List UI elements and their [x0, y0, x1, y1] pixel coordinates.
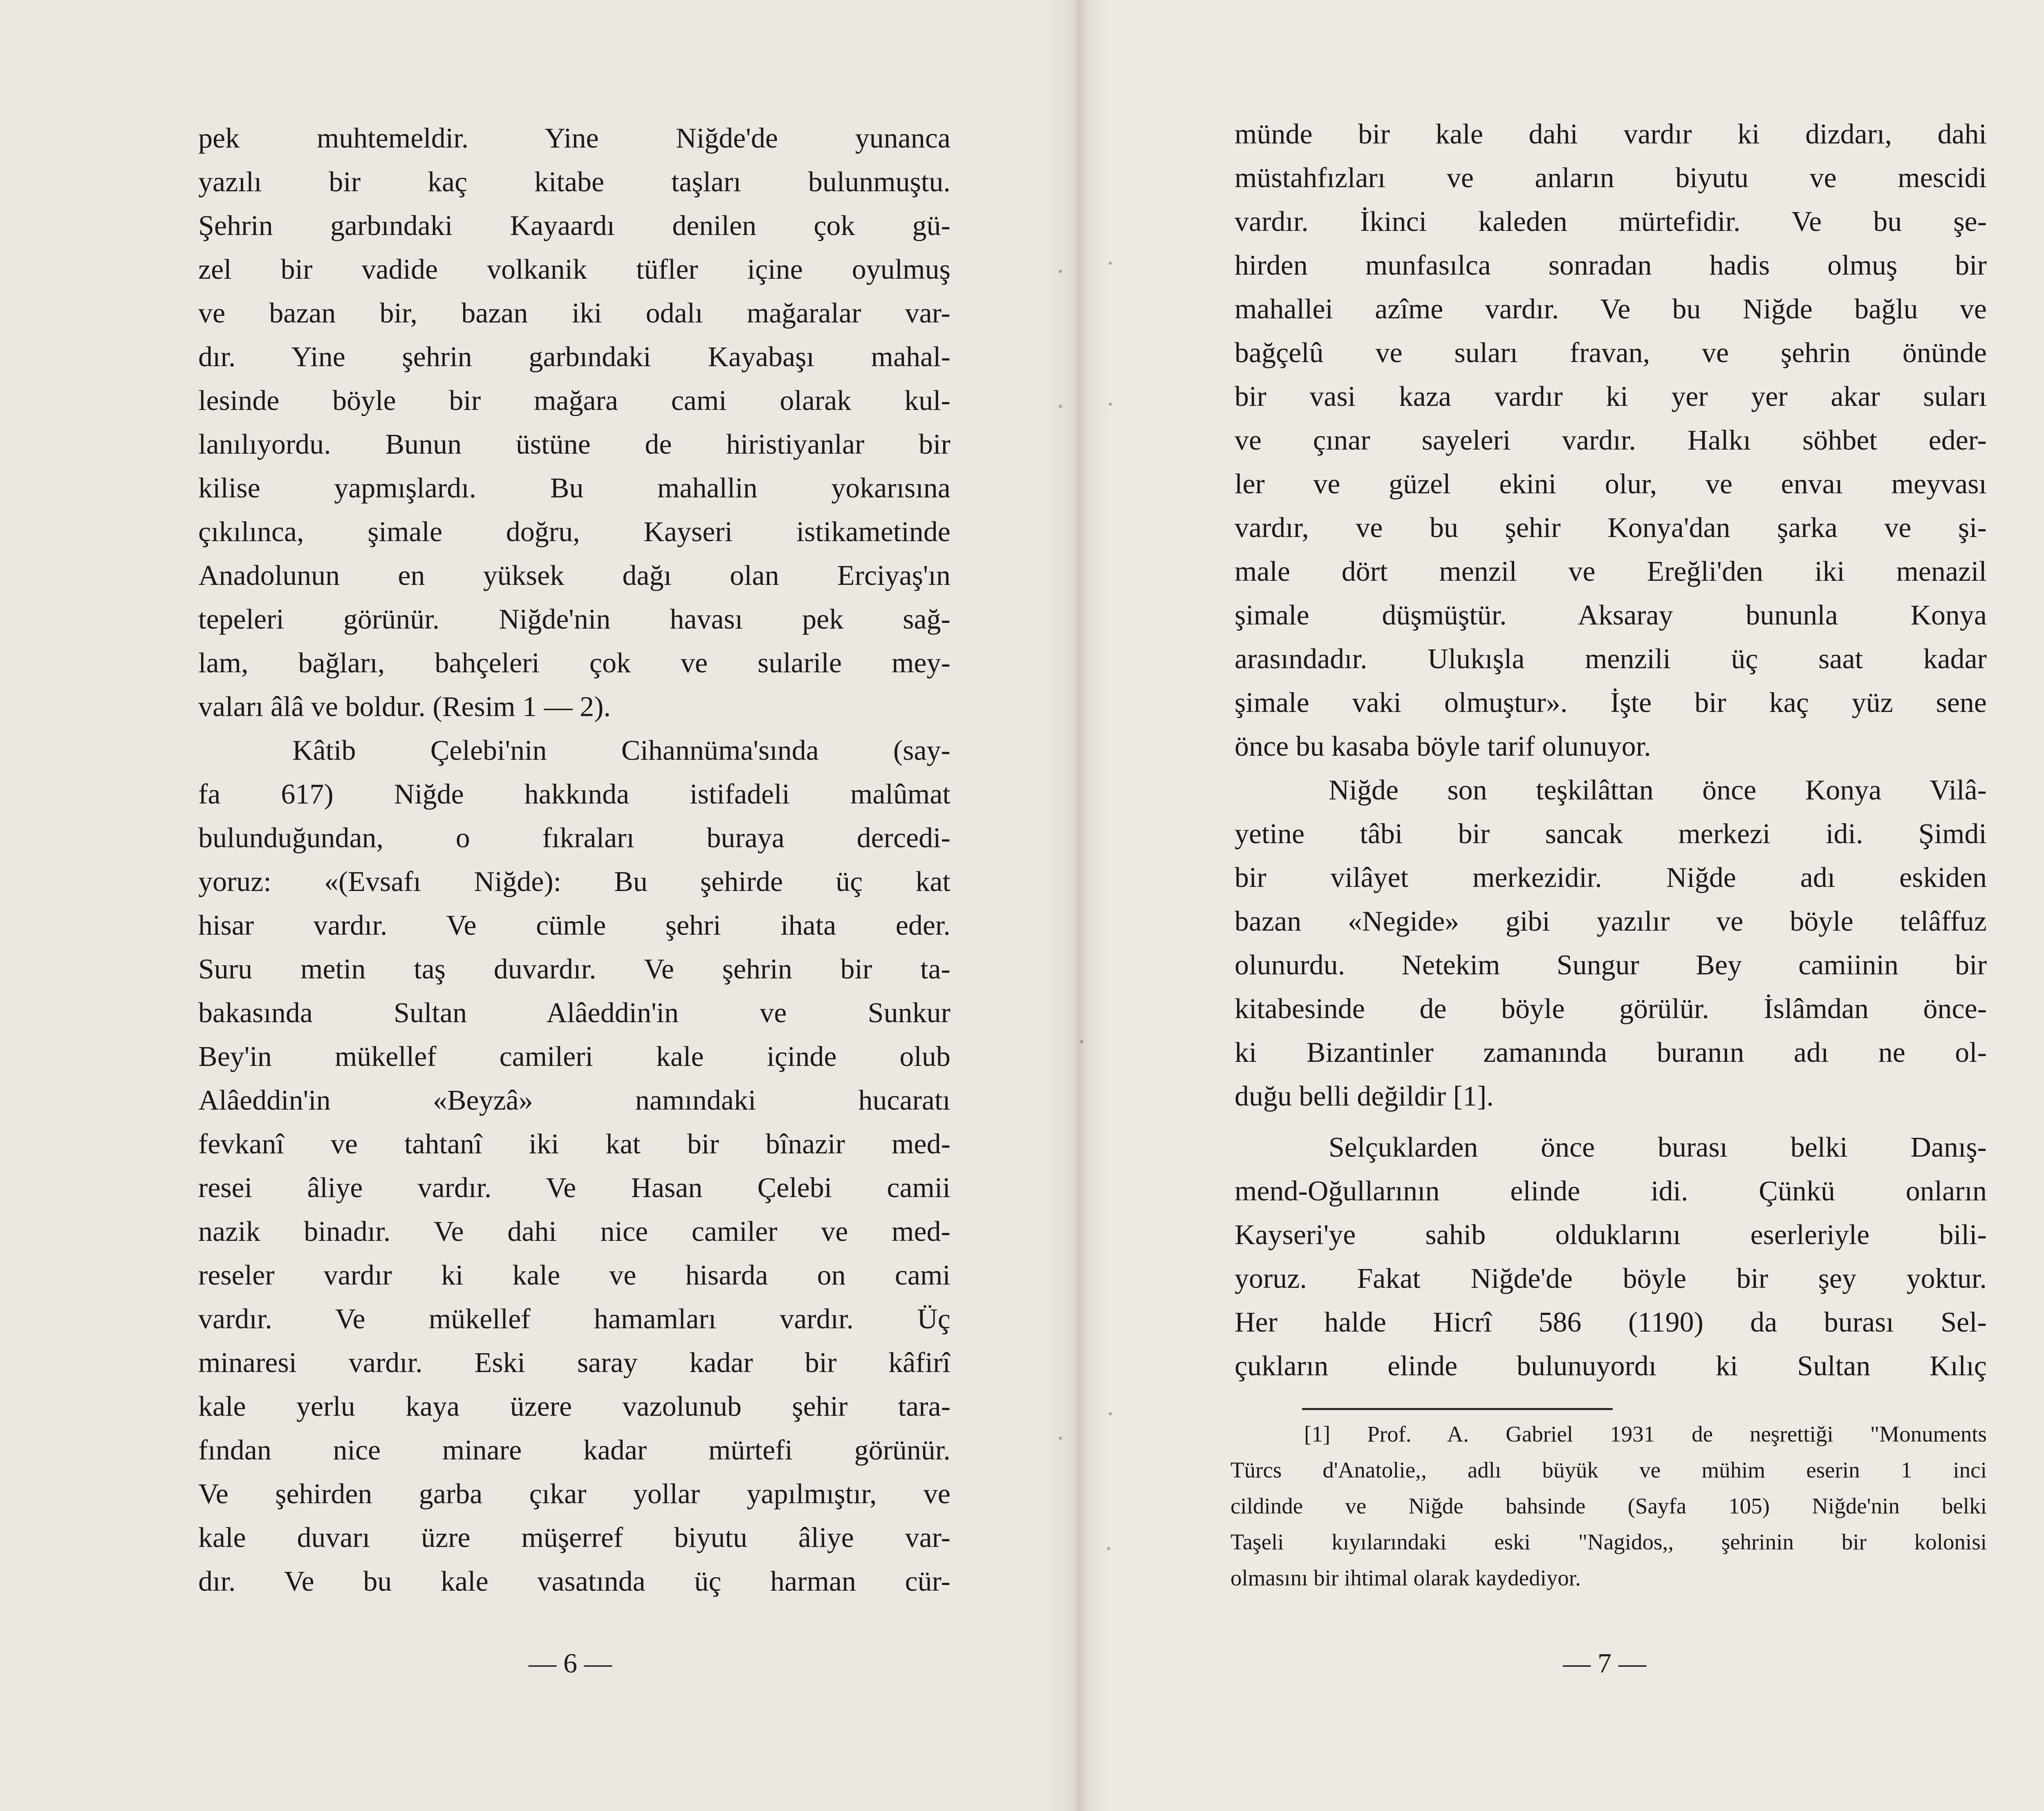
- scan-speck: [1059, 270, 1062, 273]
- text-line: bir vasi kaza vardır ki yer yer akar suları: [1235, 381, 1987, 412]
- text-line: bulunduğundan, o fıkraları buraya dercedi-: [198, 822, 950, 854]
- text-line: kale yerlu kaya üzere vazolunub şehir tara-: [198, 1391, 950, 1422]
- text-line: Kayseri'ye sahib olduklarını eserleriyle bili-: [1235, 1219, 1987, 1251]
- text-line: hisar vardır. Ve cümle şehri ihata eder.: [198, 910, 950, 941]
- footnote-line: olmasını bir ihtimal olarak kaydediyor.: [1230, 1565, 1581, 1590]
- text-line: yazılı bir kaç kitabe taşları bulunmuştu.: [198, 166, 950, 198]
- page-number-right: — 7 —: [1563, 1648, 1646, 1679]
- scan-speck: [1059, 1437, 1062, 1440]
- footnote-line: Taşeli kıyılarındaki eski "Nagidos,, şehrinin bir kolonisi: [1230, 1529, 1987, 1554]
- text-line: çukların elinde bulunuyordı ki Sultan Kılıç: [1235, 1350, 1987, 1382]
- text-line: kale duvarı üzre müşerref biyutu âliye var-: [198, 1522, 950, 1554]
- text-line: çıkılınca, şimale doğru, Kayseri istikametinde: [198, 516, 950, 548]
- text-line: tepeleri görünür. Niğde'nin havası pek sağ-: [198, 604, 950, 635]
- text-line: Suru metin taş duvardır. Ve şehrin bir ta-: [198, 954, 950, 985]
- text-line: lanılıyordu. Bunun üstüne de hiristiyanlar bir: [198, 429, 950, 460]
- text-line: minaresi vardır. Eski saray kadar bir kâfirî: [198, 1347, 950, 1379]
- text-line: male dört menzil ve Ereğli'den iki menazil: [1235, 556, 1987, 587]
- footnote-line: cildinde ve Niğde bahsinde (Sayfa 105) Niğde'nin belki: [1230, 1493, 1987, 1518]
- text-line: duğu belli değildir [1].: [1235, 1081, 1494, 1112]
- text-line: fevkanî ve tahtanî iki kat bir bînazir med-: [198, 1128, 950, 1160]
- text-line: lesinde böyle bir mağara cami olarak kul-: [198, 385, 950, 416]
- text-line: şimale vaki olmuştur». İşte bir kaç yüz sene: [1235, 687, 1987, 719]
- text-line: bağçelû ve suları fravan, ve şehrin önünde: [1235, 337, 1987, 369]
- text-line: vardır, ve bu şehir Konya'dan şarka ve şi-: [1235, 512, 1987, 544]
- text-line: fından nice minare kadar mürtefi görünür.: [198, 1435, 950, 1466]
- text-line: Selçuklarden önce burası belki Danış-: [1329, 1132, 1987, 1163]
- text-line: bazan «Negide» gibi yazılır ve böyle telâffuz: [1235, 906, 1987, 937]
- text-line: fa 617) Niğde hakkında istifadeli malûmat: [198, 779, 950, 810]
- right-page-body: [1235, 112, 1987, 1388]
- text-line: yetine tâbi bir sancak merkezi idi. Şimdi: [1235, 818, 1987, 850]
- text-line: kilise yapmışlardı. Bu mahallin yokarısına: [198, 472, 950, 504]
- text-line: resei âliye vardır. Ve Hasan Çelebi camii: [198, 1172, 950, 1204]
- text-line: reseler vardır ki kale ve hisarda on cami: [198, 1260, 950, 1291]
- footnote: [1230, 1416, 1987, 1596]
- scan-speck: [1107, 1547, 1110, 1550]
- text-line: Alâeddin'in «Beyzâ» namındaki hucaratı: [198, 1085, 950, 1116]
- text-line: Kâtib Çelebi'nin Cihannüma'sında (say-: [292, 735, 950, 766]
- text-line: olunurdu. Netekim Sungur Bey camiinin bir: [1235, 949, 1987, 981]
- text-line: Niğde son teşkilâttan önce Konya Vilâ-: [1329, 775, 1987, 806]
- text-line: lam, bağları, bahçeleri çok ve sularile mey-: [198, 647, 950, 679]
- text-line: ve çınar sayeleri vardır. Halkı söhbet eder-: [1235, 425, 1987, 456]
- text-line: hirden munfasılca sonradan hadis olmuş bir: [1235, 250, 1987, 281]
- text-line: pek muhtemeldir. Yine Niğde'de yunanca: [198, 123, 950, 154]
- footnote-line: Türcs d'Anatolie,, adlı büyük ve mühim eserin 1 inci: [1230, 1457, 1987, 1482]
- scan-speck: [1109, 262, 1112, 265]
- text-line: mahallei azîme vardır. Ve bu Niğde bağlu ve: [1235, 293, 1987, 325]
- text-line: Şehrin garbındaki Kayaardı denilen çok gü-: [198, 210, 950, 242]
- text-line: şimale düşmüştür. Aksaray bununla Konya: [1235, 600, 1987, 631]
- text-line: zel bir vadide volkanik tüfler içine oyulmuş: [198, 254, 950, 285]
- text-line: Bey'in mükellef camileri kale içinde olub: [198, 1041, 950, 1072]
- text-line: Her halde Hicrî 586 (1190) da burası Sel-: [1235, 1307, 1987, 1338]
- scan-speck: [1080, 1040, 1083, 1043]
- text-line: vaları âlâ ve boldur. (Resim 1 — 2).: [198, 691, 611, 723]
- text-line: arasındadır. Ulukışla menzili üç saat kadar: [1235, 643, 1987, 675]
- left-page-body: [198, 116, 950, 1603]
- text-line: yoruz: «(Evsafı Niğde): Bu şehirde üç kat: [198, 866, 950, 898]
- text-line: mend-Oğullarının elinde idi. Çünkü onların: [1235, 1175, 1987, 1207]
- text-line: münde bir kale dahi vardır ki dizdarı, dahi: [1235, 119, 1987, 150]
- text-line: Ve şehirden garba çıkar yollar yapılmıştır, ve: [198, 1478, 950, 1510]
- text-line: vardır. İkinci kaleden mürtefidir. Ve bu şe-: [1235, 206, 1987, 237]
- scan-speck: [1109, 1412, 1112, 1415]
- page-number-left: — 6 —: [529, 1648, 612, 1679]
- footnote-divider: [1302, 1408, 1613, 1410]
- text-line: ler ve güzel ekini olur, ve envaı meyvası: [1235, 468, 1987, 500]
- text-line: yoruz. Fakat Niğde'de böyle bir şey yoktur.: [1235, 1263, 1987, 1294]
- text-line: Anadolunun en yüksek dağı olan Erciyaş'ın: [198, 560, 950, 591]
- footnote-line: [1] Prof. A. Gabriel 1931 de neşrettiği "Monuments: [1304, 1421, 1987, 1446]
- text-line: önce bu kasaba böyle tarif olunuyor.: [1235, 731, 1651, 762]
- text-line: nazik binadır. Ve dahi nice camiler ve med-: [198, 1216, 950, 1247]
- text-line: vardır. Ve mükellef hamamları vardır. Üç: [198, 1303, 950, 1335]
- text-line: ki Bizantinler zamanında buranın adı ne ol-: [1235, 1037, 1987, 1068]
- text-line: müstahfızları ve anların biyutu ve mescidi: [1235, 162, 1987, 194]
- text-line: dır. Ve bu kale vasatında üç harman cür-: [198, 1566, 950, 1597]
- scan-speck: [1059, 405, 1062, 408]
- text-line: ve bazan bir, bazan iki odalı mağaralar var-: [198, 298, 950, 329]
- text-line: bakasında Sultan Alâeddin'in ve Sunkur: [198, 997, 950, 1029]
- scan-speck: [1109, 403, 1112, 406]
- text-line: bir vilâyet merkezidir. Niğde adı eskiden: [1235, 862, 1987, 893]
- text-line: kitabesinde de böyle görülür. İslâmdan önce-: [1235, 993, 1987, 1025]
- text-line: dır. Yine şehrin garbındaki Kayabaşı mahal-: [198, 341, 950, 373]
